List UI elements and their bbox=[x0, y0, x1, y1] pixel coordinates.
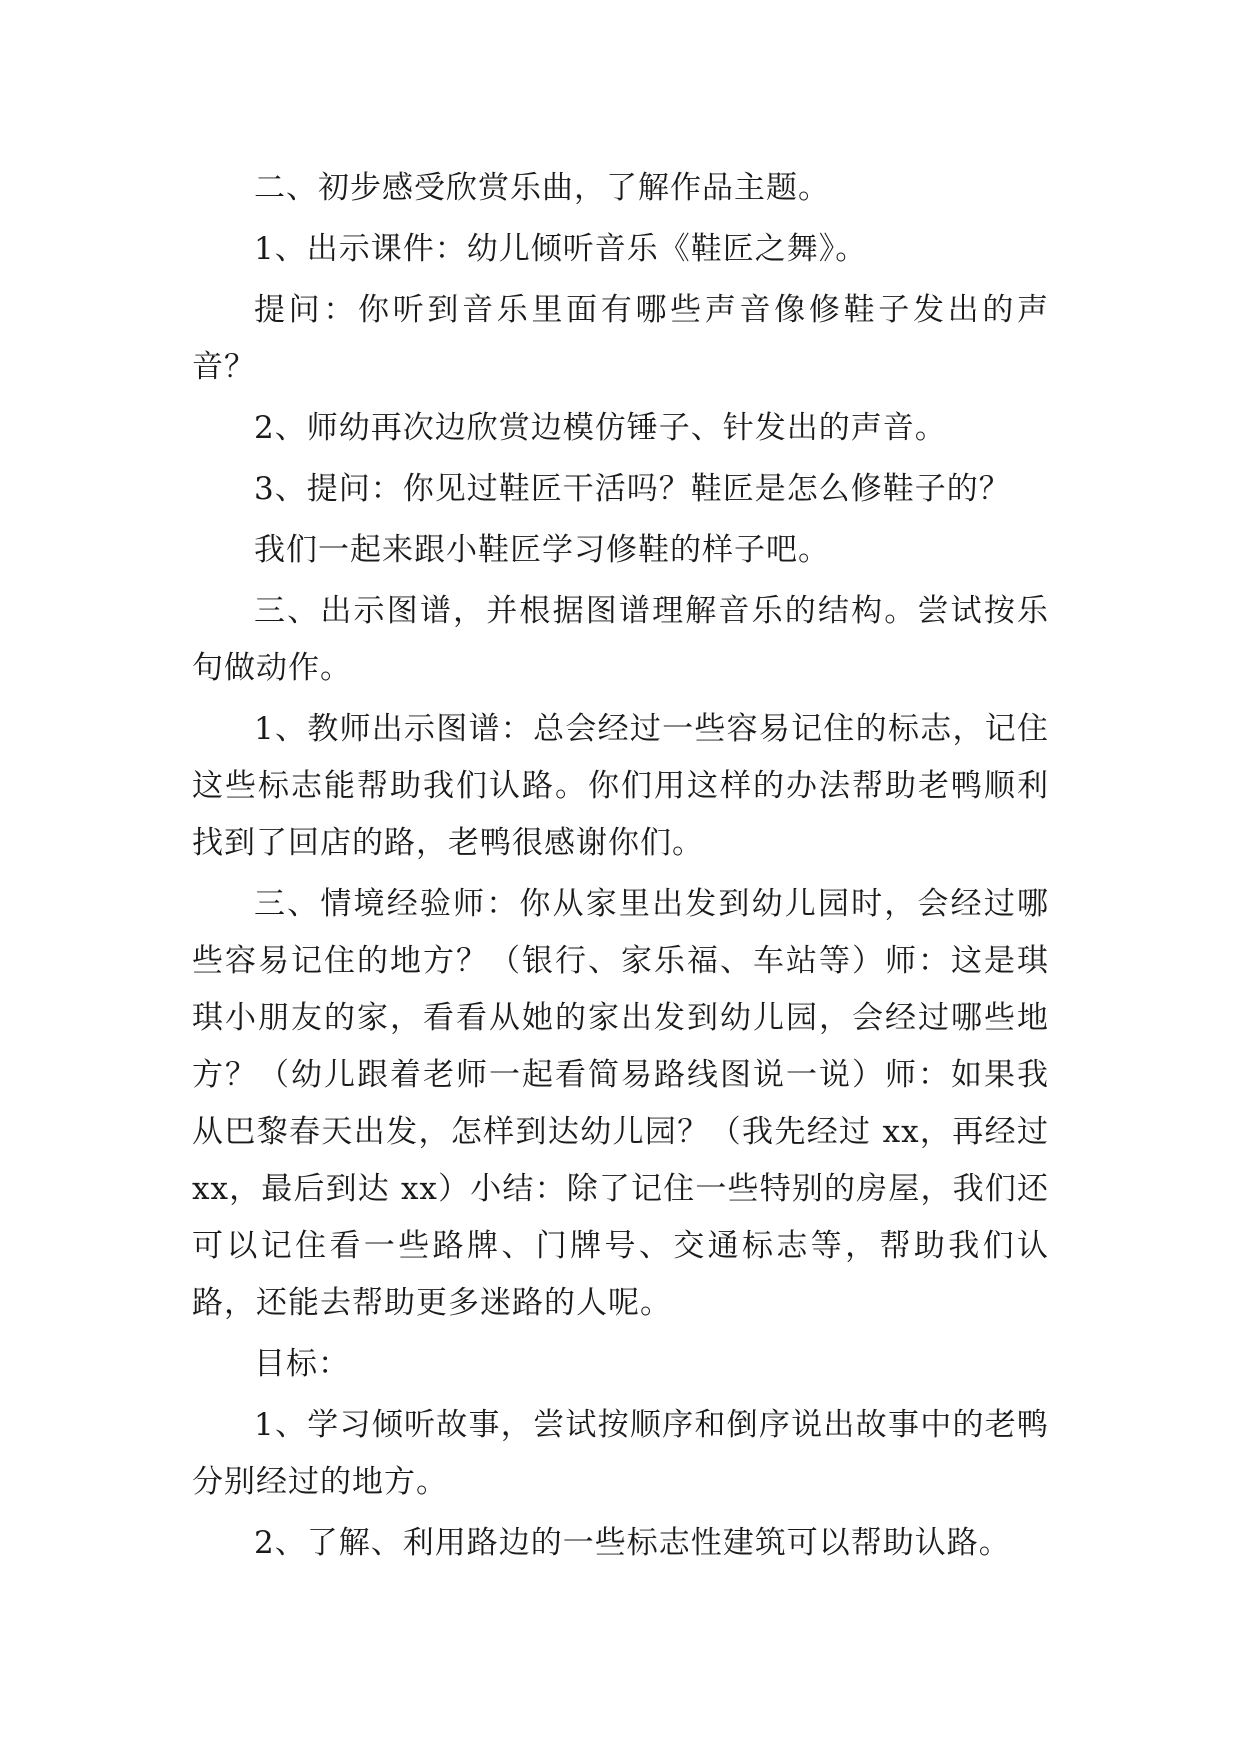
paragraph-teacher-chart: 1、教师出示图谱：总会经过一些容易记住的标志，记住这些标志能帮助我们认路。你们用这样的办法帮助老鸭顺利找到了回店的路，老鸭很感谢你们。 bbox=[192, 711, 1049, 861]
paragraph-goal-1: 1、学习倾听故事，尝试按顺序和倒序说出故事中的老鸭分别经过的地方。 bbox=[192, 1407, 1049, 1500]
paragraph-question-1: 提问：你听到音乐里面有哪些声音像修鞋子发出的声音？ bbox=[192, 292, 1049, 385]
paragraph-item-2: 2、师幼再次边欣赏边模仿锤子、针发出的声音。 bbox=[254, 410, 947, 446]
paragraph-goals-heading: 目标： bbox=[254, 1346, 350, 1382]
paragraph-goal-2: 2、了解、利用路边的一些标志性建筑可以帮助认路。 bbox=[254, 1525, 1011, 1561]
paragraph-item-3: 3、提问：你见过鞋匠干活吗？鞋匠是怎么修鞋子的？ bbox=[254, 471, 1011, 507]
paragraph-situation-experience: 三、情境经验师：你从家里出发到幼儿园时，会经过哪些容易记住的地方？（银行、家乐福、车站等）师：这是琪琪小朋友的家，看看从她的家出发到幼儿园，会经过哪些地方？（幼儿跟着老师一起看简易路线图说一说）师：如果我从巴黎春天出发，怎样到达幼儿园？（我先经过 xx，再经过 xx，最后到达 xx）小结：除了记住一些特别的房屋，我们还可以记住看一些路牌、门牌号、交通标志等，帮助我们认路，还能去帮助更多迷路的人呢。 bbox=[192, 886, 1049, 1321]
paragraph-section-three-heading: 三、出示图谱，并根据图谱理解音乐的结构。尝试按乐句做动作。 bbox=[192, 593, 1049, 686]
paragraph-item-1: 1、出示课件：幼儿倾听音乐《鞋匠之舞》。 bbox=[254, 231, 868, 267]
document-page bbox=[192, 160, 1049, 1576]
paragraph-section-two-heading: 二、初步感受欣赏乐曲，了解作品主题。 bbox=[254, 170, 830, 206]
paragraph-transition: 我们一起来跟小鞋匠学习修鞋的样子吧。 bbox=[254, 532, 830, 568]
